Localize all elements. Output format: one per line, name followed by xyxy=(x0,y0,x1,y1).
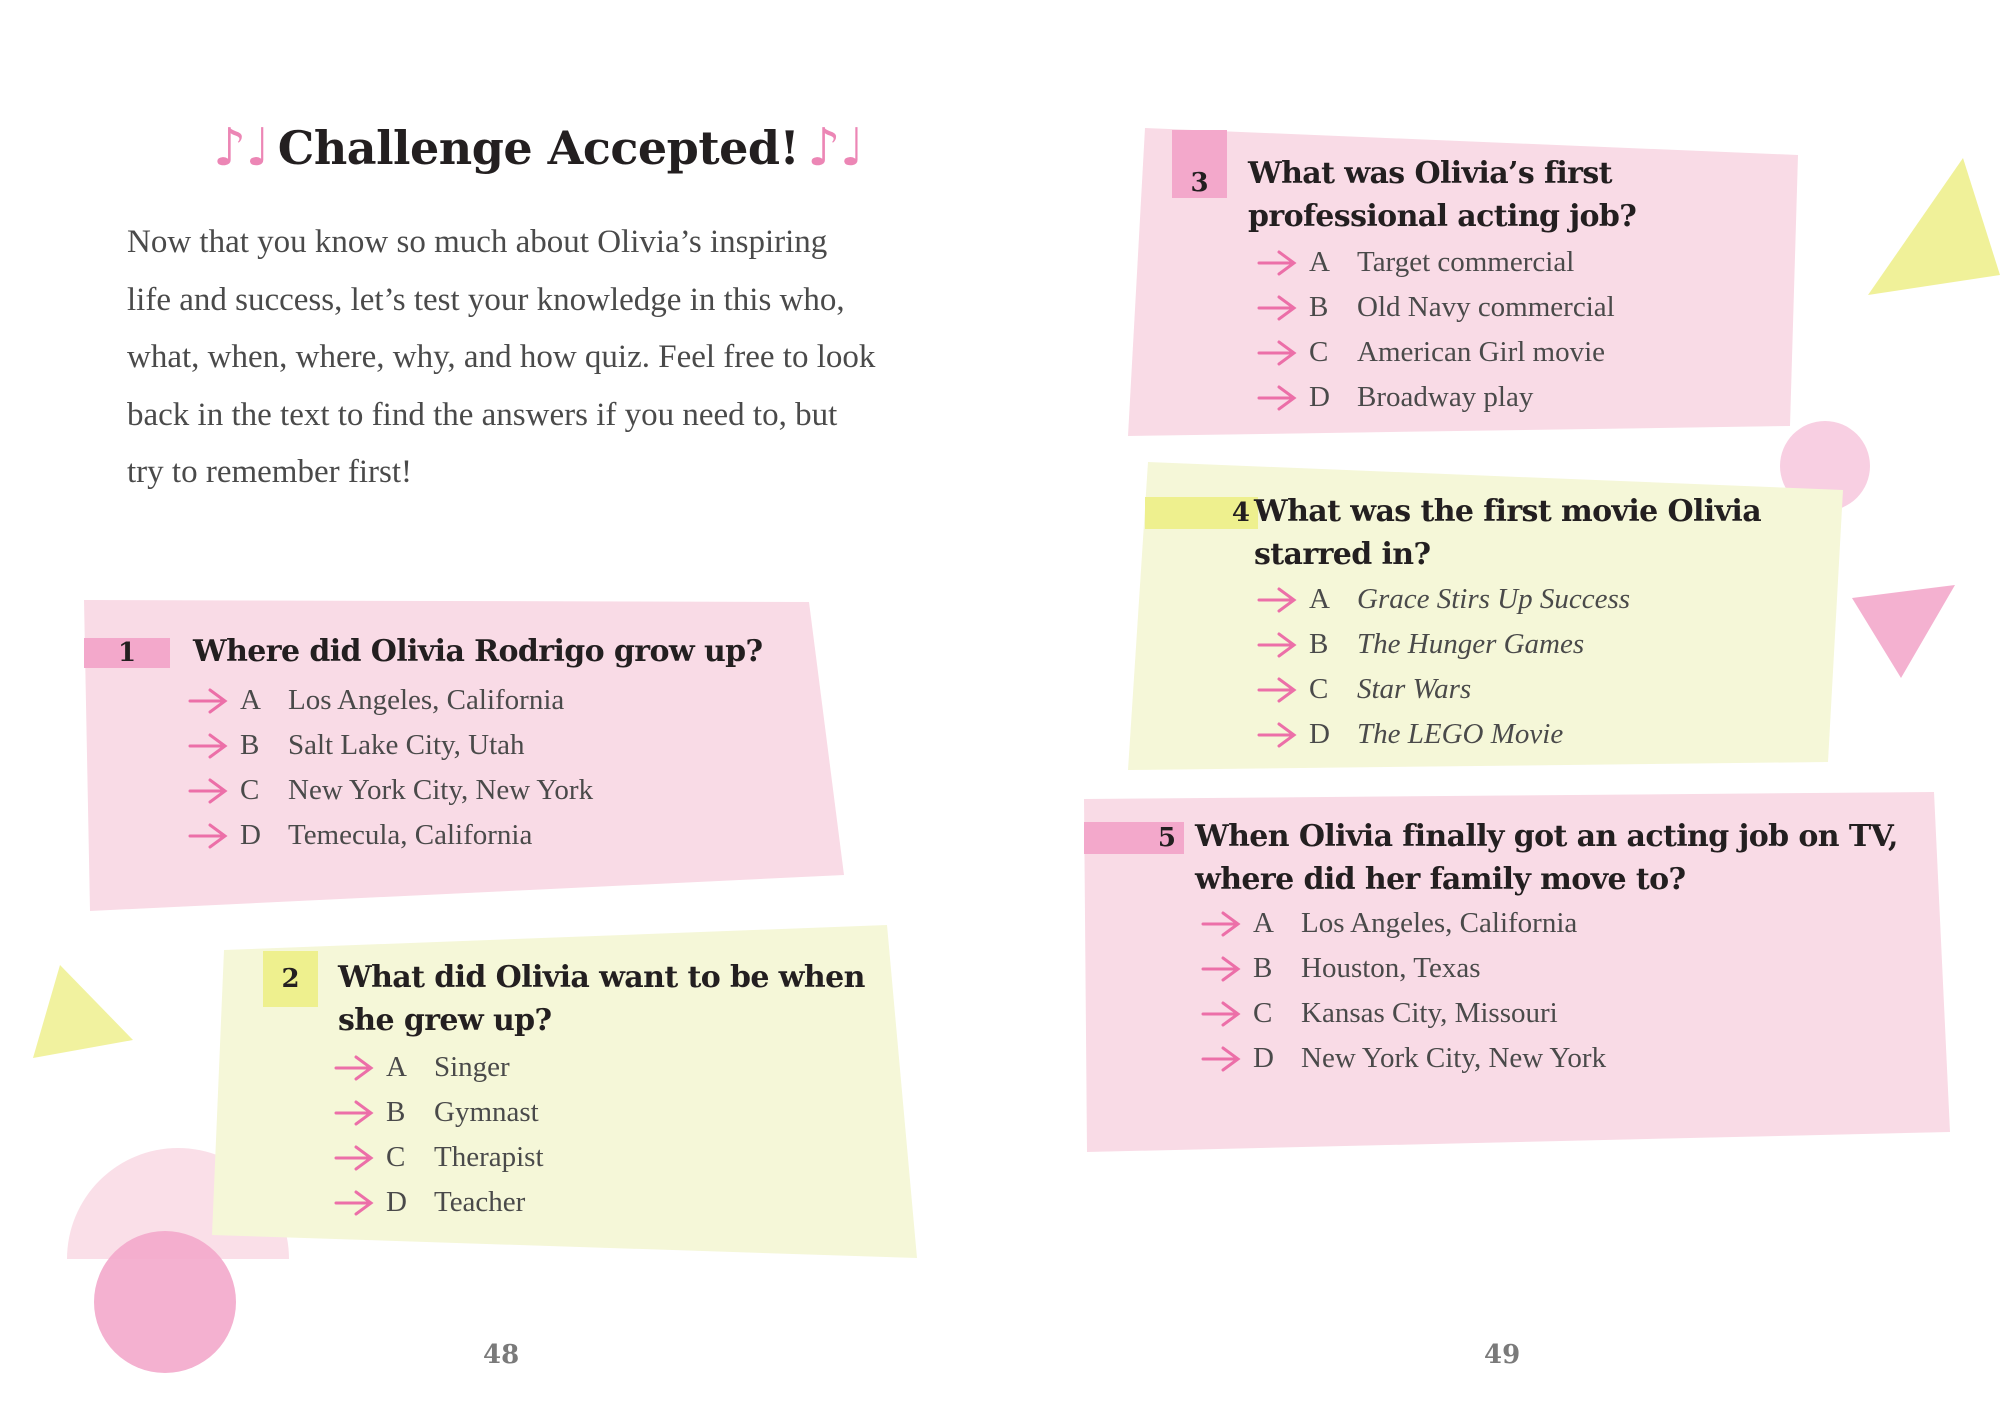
arrow-right-icon xyxy=(1257,721,1297,749)
answer-text: New York City, New York xyxy=(288,774,594,806)
answer-text: Gymnast xyxy=(434,1096,539,1128)
arrow-right-icon xyxy=(1201,1045,1241,1073)
answer-text: New York City, New York xyxy=(1301,1042,1607,1074)
answer-option[interactable] xyxy=(188,723,593,768)
question-text: What did Olivia want to be when she grew up? xyxy=(338,960,865,1038)
answer-letter: D xyxy=(1253,1042,1274,1074)
arrow-right-icon xyxy=(1257,249,1297,277)
answer-list xyxy=(1201,901,1606,1081)
arrow-right-icon xyxy=(1201,910,1241,938)
question-text: What was the first movie Olivia starred in? xyxy=(1254,494,1762,572)
answer-option[interactable] xyxy=(1257,667,1630,712)
answer-text: Salt Lake City, Utah xyxy=(288,729,525,761)
answer-text: Kansas City, Missouri xyxy=(1301,997,1558,1029)
answer-text: Broadway play xyxy=(1357,381,1534,413)
title-text: Challenge Accepted! xyxy=(277,121,800,175)
answer-text: Los Angeles, California xyxy=(1301,907,1578,939)
answer-list xyxy=(188,678,593,858)
answer-option[interactable] xyxy=(188,768,593,813)
answer-letter: B xyxy=(240,729,260,761)
music-note-icon: ♪♩ xyxy=(807,118,864,178)
music-note-icon: ♪♩ xyxy=(213,118,270,178)
answer-letter: C xyxy=(1309,673,1329,705)
answer-option[interactable] xyxy=(188,678,593,723)
answer-text: Singer xyxy=(434,1051,510,1083)
answer-option[interactable] xyxy=(334,1180,544,1225)
answer-list xyxy=(1257,240,1615,420)
answer-letter: D xyxy=(386,1186,407,1218)
arrow-right-icon xyxy=(188,822,228,850)
yellow-triangle-right xyxy=(1868,158,2000,295)
page-number-left: 48 xyxy=(483,1340,520,1370)
answer-option[interactable] xyxy=(1257,622,1630,667)
arrow-right-icon xyxy=(1201,1000,1241,1028)
answer-option[interactable] xyxy=(1201,991,1606,1036)
question-number-badge: 1 xyxy=(84,638,170,668)
answer-letter: C xyxy=(386,1141,406,1173)
answer-option[interactable] xyxy=(1257,285,1615,330)
answer-option[interactable] xyxy=(1201,901,1606,946)
answer-text: Grace Stirs Up Success xyxy=(1357,583,1631,615)
pink-triangle-right xyxy=(1852,585,1955,678)
answer-option[interactable] xyxy=(1257,240,1615,285)
arrow-right-icon xyxy=(1257,384,1297,412)
answer-text: Therapist xyxy=(434,1141,544,1173)
arrow-right-icon xyxy=(1257,339,1297,367)
question-number-badge: 2 xyxy=(263,951,318,1007)
answer-letter: D xyxy=(1309,381,1330,413)
answer-letter: C xyxy=(1253,997,1273,1029)
answer-option[interactable] xyxy=(1257,375,1615,420)
question-number-badge: 5 xyxy=(1084,822,1184,854)
answer-letter: B xyxy=(386,1096,406,1128)
answer-letter: C xyxy=(240,774,260,806)
arrow-right-icon xyxy=(1201,955,1241,983)
arrow-right-icon xyxy=(334,1144,374,1172)
answer-letter: B xyxy=(1253,952,1273,984)
answer-text: The Hunger Games xyxy=(1357,628,1585,660)
answer-list xyxy=(1257,577,1630,757)
answer-text: Los Angeles, California xyxy=(288,684,565,716)
question-text: When Olivia finally got an acting job on TV, where did her family move to? xyxy=(1195,819,1898,897)
answer-text: Target commercial xyxy=(1357,246,1575,278)
answer-text: Old Navy commercial xyxy=(1357,291,1615,323)
arrow-right-icon xyxy=(334,1099,374,1127)
question-text: What was Olivia’s first professional acting job? xyxy=(1248,156,1637,234)
answer-option[interactable] xyxy=(334,1135,544,1180)
answer-option[interactable] xyxy=(1257,577,1630,622)
question-card-3 xyxy=(1128,128,1798,438)
question-card-2 xyxy=(212,925,917,1260)
answer-letter: D xyxy=(240,819,261,851)
answer-letter: C xyxy=(1309,336,1329,368)
answer-text: Houston, Texas xyxy=(1301,952,1481,984)
answer-letter: A xyxy=(1309,246,1330,278)
question-text: Where did Olivia Rodrigo grow up? xyxy=(193,634,763,669)
answer-text: American Girl movie xyxy=(1357,336,1606,368)
arrow-right-icon xyxy=(1257,294,1297,322)
question-card-5 xyxy=(1084,792,1950,1152)
answer-option[interactable] xyxy=(188,813,593,858)
arrow-right-icon xyxy=(334,1189,374,1217)
answer-option[interactable] xyxy=(334,1045,544,1090)
answer-option[interactable] xyxy=(334,1090,544,1135)
answer-letter: A xyxy=(386,1051,407,1083)
answer-letter: A xyxy=(1253,907,1274,939)
question-card-4 xyxy=(1128,462,1843,772)
answer-list xyxy=(334,1045,544,1225)
arrow-right-icon xyxy=(1257,676,1297,704)
answer-option[interactable] xyxy=(1201,1036,1606,1081)
page-title xyxy=(205,118,872,178)
intro-paragraph: Now that you know so much about Olivia’s inspiring life and success, let’s test your knowledge in this who, what, when, where, why, and how quiz. Feel free to look back in the text to find the answers if you need to, but try to remember first! xyxy=(127,224,876,490)
answer-option[interactable] xyxy=(1257,712,1630,757)
answer-letter: B xyxy=(1309,628,1329,660)
answer-letter: A xyxy=(240,684,261,716)
question-number-badge: 3 xyxy=(1172,130,1227,198)
answer-text: Temecula, California xyxy=(288,819,533,851)
arrow-right-icon xyxy=(188,777,228,805)
arrow-right-icon xyxy=(1257,631,1297,659)
question-number-badge: 4 xyxy=(1145,497,1258,529)
page-number-right: 49 xyxy=(1484,1340,1521,1370)
answer-option[interactable] xyxy=(1201,946,1606,991)
answer-letter: A xyxy=(1309,583,1330,615)
answer-letter: B xyxy=(1309,291,1329,323)
arrow-right-icon xyxy=(188,732,228,760)
arrow-right-icon xyxy=(334,1054,374,1082)
answer-letter: D xyxy=(1309,718,1330,750)
answer-text: Star Wars xyxy=(1357,673,1472,705)
yellow-triangle-left xyxy=(33,965,133,1058)
arrow-right-icon xyxy=(1257,586,1297,614)
answer-option[interactable] xyxy=(1257,330,1615,375)
question-card-1 xyxy=(84,600,844,915)
answer-text: The LEGO Movie xyxy=(1357,718,1564,750)
answer-text: Teacher xyxy=(434,1186,526,1218)
arrow-right-icon xyxy=(188,687,228,715)
